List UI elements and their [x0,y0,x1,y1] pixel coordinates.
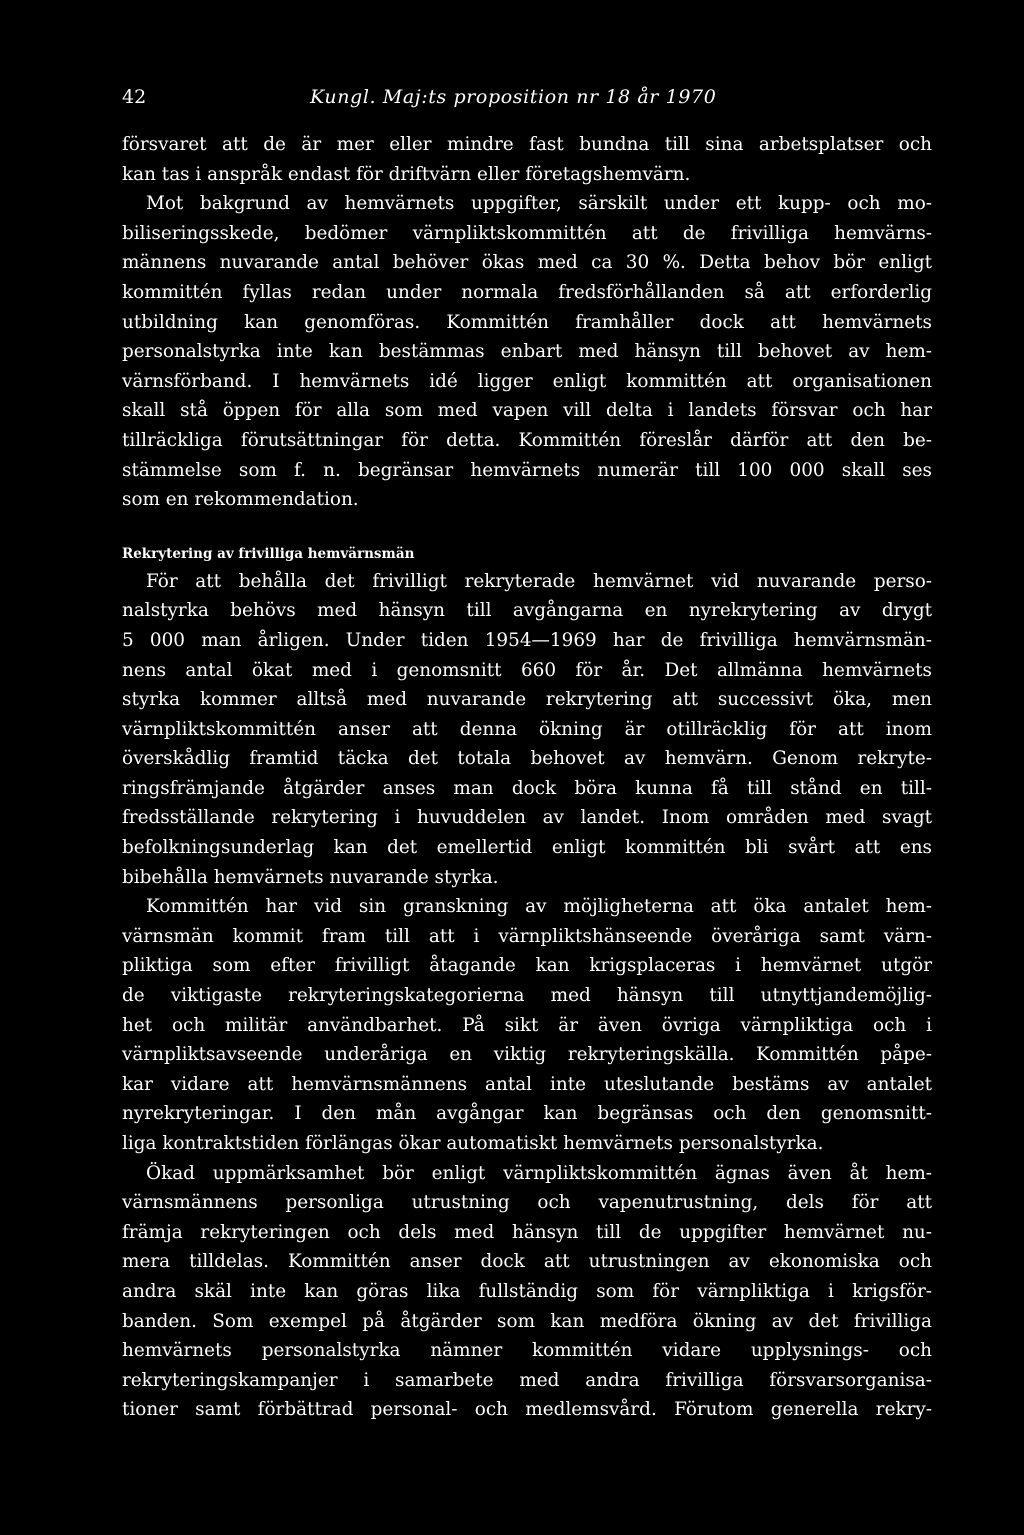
text-line: styrka kommer alltså med nuvarande rekrytering att successivt öka, men [122,689,932,711]
text-line: värnsförband. I hemvärnets idé ligger enligt kommittén att organisationen [122,370,932,392]
page-number: 42 [122,86,147,108]
text-line: värnsmännens personliga utrustning och vapenutrustning, dels för att [122,1192,932,1214]
text-line: banden. Som exempel på åtgärder som kan medföra ökning av det frivilliga [122,1310,932,1332]
text-line: tillräckliga förutsättningar för detta. Kommittén föreslår därför att den be- [122,429,932,451]
paragraph-start-line: Ökad uppmärksamhet bör enligt värnpliktskommittén ägnas även åt hem- [146,1162,932,1184]
text-line: kommittén fyllas redan under normala fredsförhållanden så att erforderlig [122,281,932,303]
text-line: kan tas i anspråk endast för driftvärn eller företagshemvärn. [122,163,691,185]
text-line: männens nuvarande antal behöver ökas med ca 30 %. Detta behov bör enligt [122,252,932,274]
section-heading: Rekrytering av frivilliga hemvärnsmän [122,545,415,562]
text-line: befolkningsunderlag kan det emellertid enligt kommittén bli svårt att ens [122,837,932,859]
text-line: rekryteringskampanjer i samarbete med andra frivilliga försvarsorganisa- [122,1369,932,1391]
text-line: de viktigaste rekryteringskategorierna med hänsyn till utnyttjandemöjlig- [122,985,932,1007]
intro-section [122,130,932,515]
text-line: främja rekryteringen och dels med hänsyn till de uppgifter hemvärnet nu- [122,1221,932,1243]
text-line: andra skäl inte kan göras lika fullständig som för värnpliktiga i krigsför- [122,1280,932,1302]
text-line: överskådlig framtid täcka det totala behovet av hemvärn. Genom rekryte- [122,748,932,770]
paragraph-start-line: Mot bakgrund av hemvärnets uppgifter, särskilt under ett kupp- och mo- [146,193,932,215]
text-line: värnpliktskommittén anser att denna ökning är otillräcklig för att inom [122,718,932,740]
paragraph-start-line: För att behålla det frivilligt rekryterade hemvärnet vid nuvarande perso- [146,570,932,592]
text-line: nens antal ökat med i genomsnitt 660 för år. Det allmänna hemvärnets [122,659,932,681]
text-line: värnsmän kommit fram till att i värnpliktshänseende överåriga samt värn- [122,925,932,947]
text-line: mera tilldelas. Kommittén anser dock att utrustningen av ekonomiska och [122,1251,932,1273]
text-line: bibehålla hemvärnets nuvarande styrka. [122,866,499,888]
text-line: utbildning kan genomföras. Kommittén framhåller dock att hemvärnets [122,311,932,333]
text-line: kar vidare att hemvärnsmännens antal inte uteslutande bestäms av antalet [122,1073,932,1095]
text-line: pliktiga som efter frivilligt åtagande kan krigsplaceras i hemvärnet utgör [122,955,932,977]
text-line: ringsfrämjande åtgärder anses man dock böra kunna få till stånd en till- [122,777,932,799]
text-line: fredsställande rekrytering i huvuddelen av landet. Inom områden med svagt [122,807,932,829]
text-line: tioner samt förbättrad personal- och medlemsvård. Förutom generella rekry- [122,1399,932,1421]
text-line: nalstyrka behövs med hänsyn till avgångarna en nyrekrytering av drygt [122,600,932,622]
recruitment-section [122,567,932,1425]
document-page [122,86,932,1425]
text-line: stämmelse som f. n. begränsar hemvärnets numerär till 100 000 skall ses [122,459,932,481]
text-line: liga kontraktstiden förlängas ökar automatiskt hemvärnets personalstyrka. [122,1133,824,1154]
text-line: 5 000 man årligen. Under tiden 1954—1969 har de frivilliga hemvärnsmän- [122,629,932,651]
text-line: nyrekryteringar. I den mån avgångar kan begränsas och den genomsnitt- [122,1103,932,1125]
running-title: Kungl. Maj:ts proposition nr 18 år 1970 [310,86,717,108]
text-line: hemvärnets personalstyrka nämner kommittén vidare upplysnings- och [122,1340,932,1362]
text-line: personalstyrka inte kan bestämmas enbart med hänsyn till behovet av hem- [122,341,932,363]
text-line: biliseringsskede, bedömer värnpliktskommittén att de frivilliga hemvärns- [122,222,932,244]
text-line: värnpliktsavseende underåriga en viktig rekryteringskälla. Kommittén påpe- [122,1044,932,1066]
page-header [122,86,932,116]
text-line: som en rekommendation. [122,489,359,511]
text-line: skall stå öppen för alla som med vapen vill delta i landets försvar och har [122,400,932,422]
paragraph-start-line: Kommittén har vid sin granskning av möjligheterna att öka antalet hem- [146,896,932,918]
text-line: försvaret att de är mer eller mindre fast bundna till sina arbetsplatser och [122,134,932,155]
text-line: het och militär användbarhet. På sikt är även övriga värnpliktiga och i [122,1014,932,1036]
